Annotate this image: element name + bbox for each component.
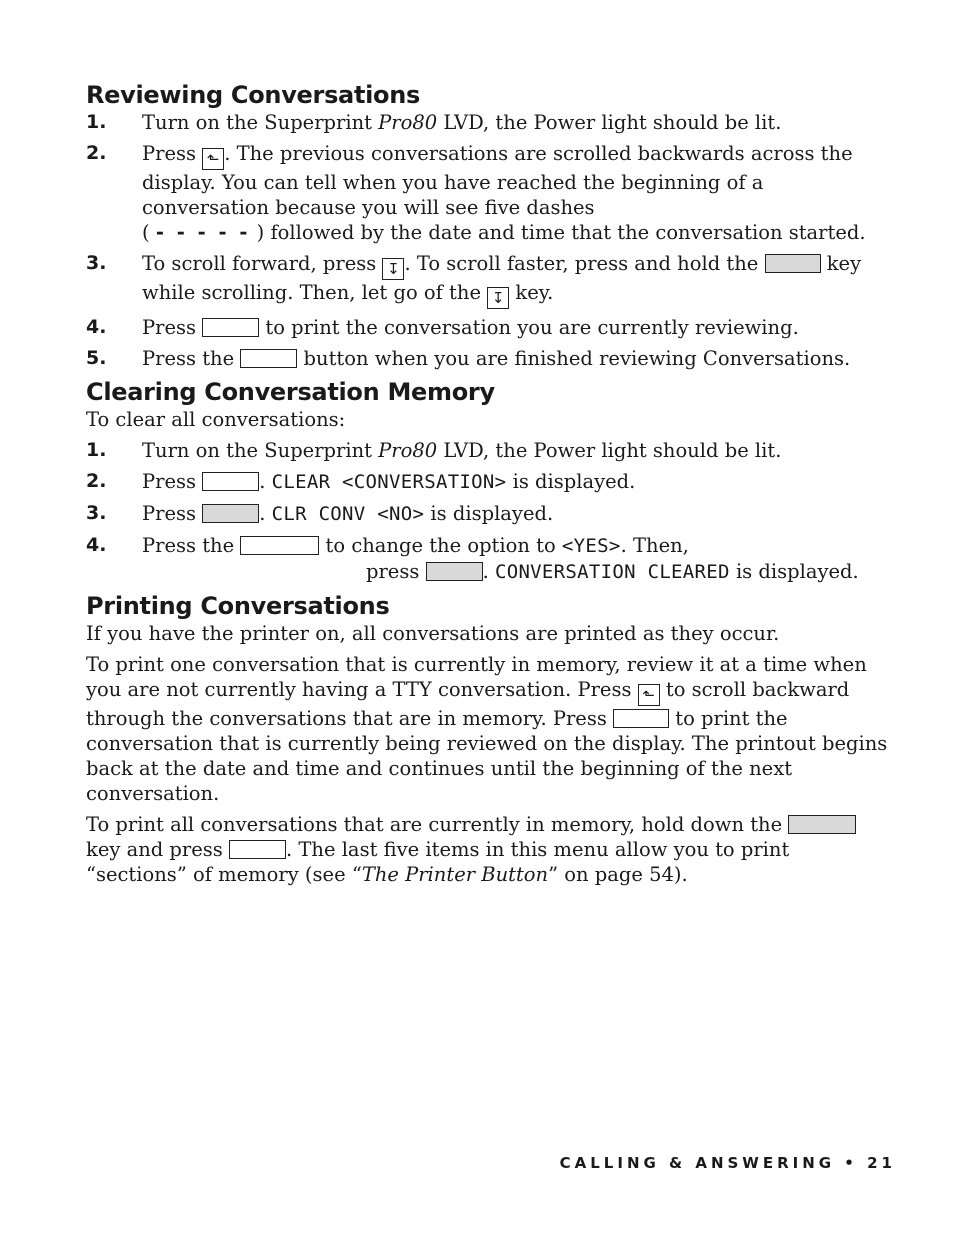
clearing-intro: To clear all conversations: [86,408,346,431]
enter-key[interactable] [202,504,259,523]
clearing-steps [86,438,894,585]
scroll-forward-icon[interactable]: ↧ [487,287,509,309]
step-number: 2. [86,470,107,492]
step-number: 3. [86,502,107,524]
display-text: <YES> [561,535,621,557]
heading-printing: Printing Conversations [86,592,390,620]
model-name: Pro80 [378,111,438,134]
ctrl-key[interactable] [788,815,856,834]
step-number: 1. [86,111,107,133]
scroll-back-icon[interactable]: ⬑ [202,148,224,170]
display-text: CLEAR <CONVERSATION> [271,471,507,493]
reviewing-steps [86,110,894,371]
dashes-indicator: - - - - - [155,221,251,244]
display-text: CONVERSATION CLEARED [494,561,730,583]
print-key[interactable] [202,318,259,337]
printing-para-3: To print all conversations that are currently in memory, hold down the key and press . The last five items in this menu allow you to print “sections” of memory (see “The Printer Button” on page 54). [86,812,894,887]
enter-key[interactable] [426,562,483,581]
reviewing-step-2: 2. Press ⬑ . The previous conversations are scrolled backwards across the display. You can tell when you have reached the beginning of a conversation because you will see five dashes ( - - - - - ) followed by the date and time that the conversation started. [86,142,866,244]
print-key[interactable] [229,840,286,859]
reviewing-step-5: 5. Press the button when you are finished reviewing Conversations. [86,347,851,370]
step-number: 4. [86,534,107,556]
heading-clearing: Clearing Conversation Memory [86,378,495,406]
scroll-forward-icon[interactable]: ↧ [382,258,404,280]
heading-reviewing: Reviewing Conversations [86,81,421,109]
printing-para-2: To print one conversation that is currently in memory, review it at a time when you are not currently having a TTY conversation. Press ⬑ to scroll backward through the conversations that are in memory. Press to print the conversation that is currently being reviewed on the display. The printout begins back at the date and time and continues until the beginning of the next conversation. [86,653,888,805]
spacebar-key[interactable] [240,536,319,555]
shift-key[interactable] [765,254,821,273]
step-number: 2. [86,142,107,164]
reviewing-step-3: 3. To scroll forward, press ↧ . To scroll faster, press and hold the key while scrolling. Then, let go of the ↧ key. [86,252,862,307]
clearing-step-1: 1. Turn on the Superprint Pro80 LVD, the Power light should be lit. [86,439,782,462]
escape-key[interactable] [240,349,297,368]
clearing-step-2: 2. Press . CLEAR <CONVERSATION> is displayed. [86,470,636,493]
scroll-back-icon[interactable]: ⬑ [638,684,660,706]
page-content [86,80,894,893]
display-text: CLR CONV <NO> [271,503,425,525]
step-number: 4. [86,316,107,338]
clearing-step-3: 3. Press . CLR CONV <NO> is displayed. [86,502,554,525]
printing-para-1: If you have the printer on, all conversations are printed as they occur. [86,622,780,645]
menu-key[interactable] [202,472,259,491]
reviewing-step-4: 4. Press to print the conversation you are currently reviewing. [86,316,799,339]
cross-reference: The Printer Button [361,863,549,886]
step-number: 5. [86,347,107,369]
page-footer: CALLING & ANSWERING • 21 [559,1154,896,1172]
model-name: Pro80 [378,439,438,462]
step-number: 1. [86,439,107,461]
reviewing-step-1: 1. Turn on the Superprint Pro80 LVD, the Power light should be lit. [86,111,782,134]
step-number: 3. [86,252,107,274]
print-key[interactable] [613,709,669,728]
clearing-step-4: 4. Press the to change the option to <YES>. Then, press . CONVERSATION CLEARED is displayed. [86,534,859,583]
